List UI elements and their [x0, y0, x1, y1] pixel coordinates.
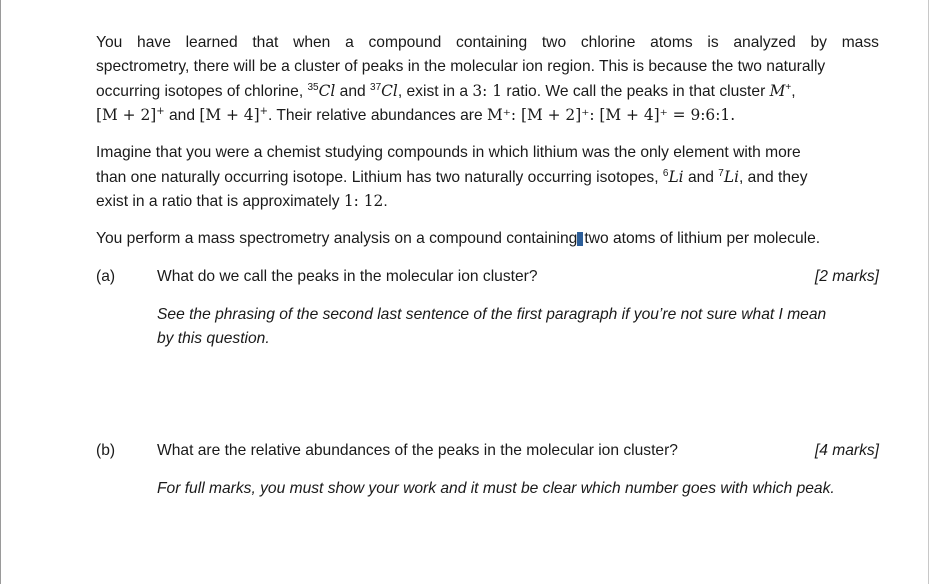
m-plus-2-text: [M + 2] [96, 106, 157, 124]
paragraph-text: and [335, 83, 371, 100]
paragraph-text: ratio. We call the peaks in that cluster [502, 83, 770, 100]
li7-mass-number: 7 [718, 168, 724, 179]
charge-plus: + [259, 106, 268, 117]
cl37-symbol: Cl [381, 82, 398, 100]
cl37-mass-number: 37 [370, 82, 382, 93]
word: mass [841, 34, 879, 51]
question-note [157, 303, 879, 351]
paragraph-text: and [164, 107, 200, 124]
word: two [541, 34, 567, 51]
m-plus-2-symbol [96, 106, 165, 124]
text-cursor-icon [577, 232, 583, 246]
paragraph-line [96, 103, 879, 127]
paragraph-text: and [683, 169, 719, 186]
document-body [96, 31, 879, 501]
paragraph-text: , [791, 83, 796, 100]
word: containing [456, 34, 528, 51]
paragraph-line [96, 141, 879, 165]
note-line: For full marks, you must show your work and it must be clear which number goes with which peak. [157, 480, 835, 497]
paragraph-text: two atoms of lithium per molecule. [584, 230, 821, 247]
paragraph-text: . [383, 193, 388, 210]
word: that [252, 34, 279, 51]
word: is [707, 34, 719, 51]
paragraph-text: exist in a ratio that is approximately [96, 193, 344, 210]
abundance-ratio: M⁺: [M + 2]⁺: [M + 4]⁺ = 9:6:1. [487, 106, 736, 124]
question-marks: [2 marks] [814, 268, 879, 285]
paragraph-line [96, 55, 879, 79]
word: learned [185, 34, 238, 51]
word: atoms [650, 34, 693, 51]
paragraph-text: than one naturally occurring isotope. Lithium has two naturally occurring isotopes, [96, 169, 663, 186]
cl35-symbol: Cl [318, 82, 336, 100]
question-number: (b) [96, 442, 116, 459]
cl35-mass-number: 35 [307, 82, 319, 93]
word: have [137, 34, 171, 51]
molecular-ion-symbol: M [769, 82, 786, 100]
question-row [96, 439, 879, 463]
paragraph-chlorine [96, 31, 879, 127]
chlorine-ratio: 3: 1 [472, 82, 503, 100]
question-number: (a) [96, 268, 116, 285]
paragraph-text: spectrometry, there will be a cluster of peaks in the molecular ion region. This is because the two naturally [96, 58, 826, 75]
m-plus-4-symbol [199, 106, 268, 124]
charge-plus: + [156, 106, 165, 117]
lithium-ratio: 1: 12 [343, 192, 384, 210]
paragraph-line [96, 165, 879, 189]
question-marks: [4 marks] [814, 442, 879, 459]
word: You [96, 34, 123, 51]
li6-mass-number: 6 [662, 168, 669, 179]
paragraph-line [96, 189, 879, 213]
word: by [810, 34, 827, 51]
paragraph-text: You perform a mass spectrometry analysis on a compound containing [96, 230, 578, 247]
paragraph-text: occurring isotopes of chlorine, [96, 83, 308, 100]
paragraph-lithium [96, 141, 879, 213]
m-plus-4-text: [M + 4] [199, 106, 260, 124]
paragraph-text: Imagine that you were a chemist studying compounds in which lithium was the only element with more [96, 144, 801, 161]
word: when [293, 34, 331, 51]
question-a [96, 265, 879, 351]
paragraph-text: , and they [739, 169, 808, 186]
paragraph-text: . Their relative abundances are [267, 107, 487, 124]
li6-symbol: Li [668, 168, 684, 186]
word: a [345, 34, 354, 51]
justified-words-1 [96, 31, 879, 55]
word: chlorine [580, 34, 636, 51]
word: compound [368, 34, 442, 51]
note-line: by this question. [157, 330, 270, 347]
question-row [96, 265, 879, 289]
li7-symbol: Li [723, 168, 740, 186]
paragraph-text: , exist in a [397, 83, 473, 100]
paragraph-analysis [96, 227, 879, 251]
word: analyzed [733, 34, 796, 51]
charge-plus: + [785, 82, 792, 93]
question-b [96, 439, 879, 501]
paragraph-line [96, 79, 879, 103]
question-text: What are the relative abundances of the peaks in the molecular ion cluster? [157, 442, 678, 459]
question-note [157, 477, 879, 501]
note-line: See the phrasing of the second last sentence of the first paragraph if you’re not sure what I mean [157, 306, 827, 323]
paragraph-line [96, 31, 879, 55]
question-text: What do we call the peaks in the molecular ion cluster? [157, 268, 538, 285]
